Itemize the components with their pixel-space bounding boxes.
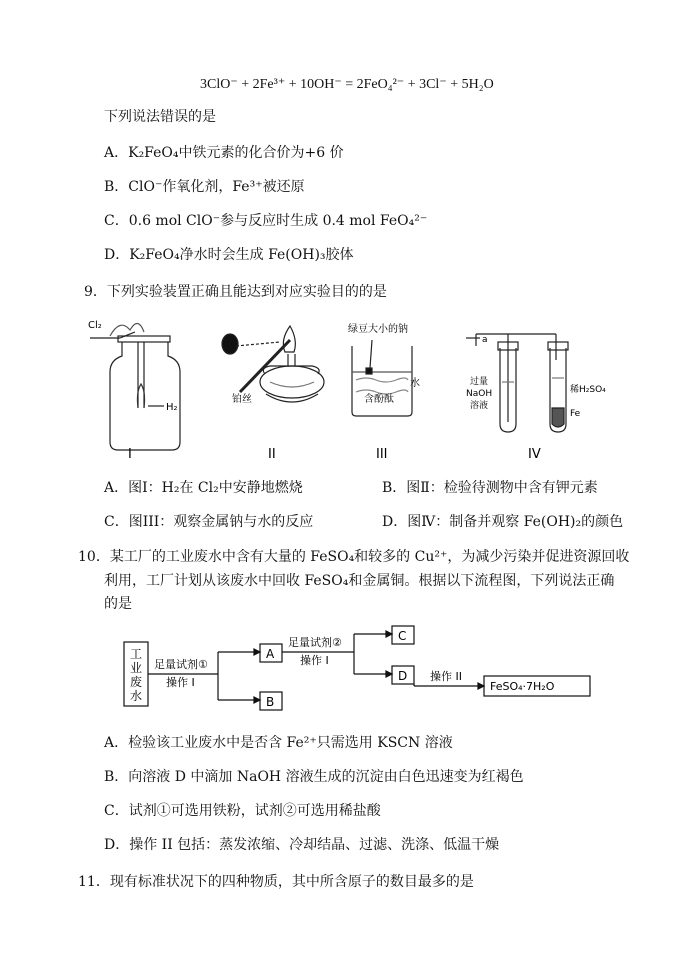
waste-char-2: 业 (130, 661, 143, 675)
q11-stem: 11．现有标准状况下的四种物质，其中所含原子的数目最多的是 (78, 874, 474, 890)
q10-stem-line3: 的是 (104, 596, 132, 612)
q10-option-d: D．操作 II 包括：蒸发浓缩、冷却结晶、过滤、洗涤、低温干燥 (104, 837, 500, 853)
q9-apparatus-figure (80, 312, 640, 462)
reaction-equation: 3ClO⁻ + 2Fe³⁺ + 10OH⁻ = 2FeO₄²⁻ + 3Cl⁻ + 5H₂O (200, 77, 494, 92)
label-h2: H₂ (166, 402, 178, 413)
q8-option-c: C．0.6 mol ClO⁻参与反应时生成 0.4 mol FeO₄²⁻ (104, 213, 428, 229)
q9-option-a: A．图Ⅰ：H₂在 Cl₂中安静地燃烧 (104, 480, 303, 496)
label-naoh-1: 过量 (470, 377, 489, 387)
q8-stem: 下列说法错误的是 (104, 109, 216, 125)
reagent-2-label: 足量试剂② (288, 636, 342, 649)
label-fe: Fe (570, 409, 581, 419)
q10-flowchart (118, 618, 598, 714)
q9-option-d: D．图Ⅳ：制备并观察 Fe(OH)₂的颜色 (382, 514, 624, 530)
waste-char-3: 废 (130, 675, 143, 689)
q8-option-a: A．K₂FeO₄中铁元素的化合价为+6 价 (104, 145, 344, 161)
apparatus-ii (222, 326, 324, 402)
q9-option-b: B．图Ⅱ：检验待测物中含有钾元素 (382, 480, 598, 496)
label-dilute-h2so4: 稀H₂SO₄ (570, 385, 606, 395)
box-b-label: B (266, 695, 275, 709)
label-cl2: Cl₂ (88, 320, 102, 331)
q10-stem-line1: 10．某工厂的工业废水中含有大量的 FeSO₄和较多的 Cu²⁺，为减少污染并促进资源回收 (78, 549, 630, 565)
reagent-1-label: 足量试剂① (154, 658, 208, 671)
operation-1-label: 操作 I (166, 676, 195, 689)
label-phenolphthalein: 含酚酞 (364, 394, 394, 405)
q9-stem: 9．下列实验装置正确且能达到对应实验目的的是 (84, 284, 387, 300)
operation-2-label: 操作 II (430, 670, 462, 683)
box-c-label: C (398, 629, 407, 643)
label-platinum-wire: 铂丝 (232, 394, 252, 405)
operation-1b-label: 操作 I (300, 654, 329, 667)
product-label: FeSO₄·7H₂O (490, 680, 555, 693)
q8-option-d: D．K₂FeO₄净水时会生成 Fe(OH)₃胶体 (104, 247, 354, 263)
waste-char-4: 水 (130, 689, 143, 703)
label-valve-a: a (482, 335, 488, 345)
figure-label-iii: III (376, 447, 388, 462)
figure-label-i: I (128, 447, 132, 462)
q10-stem-line2: 利用，工厂计划从该废水中回收 FeSO₄和金属铜。根据以下流程图，下列说法正确 (104, 573, 615, 589)
q10-option-a: A．检验该工业废水中是否含 Fe²⁺只需选用 KSCN 溶液 (104, 735, 453, 751)
label-naoh-2: NaOH (466, 389, 493, 399)
label-naoh-3: 溶液 (470, 401, 489, 411)
figure-label-ii: II (268, 447, 276, 462)
box-d-label: D (398, 669, 408, 683)
label-water: 水 (410, 378, 420, 389)
box-a-label: A (266, 647, 275, 661)
q10-option-c: C．试剂①可选用铁粉，试剂②可选用稀盐酸 (104, 803, 381, 819)
apparatus-i (90, 323, 180, 450)
q8-option-b: B．ClO⁻作氧化剂，Fe³⁺被还原 (104, 179, 305, 195)
q10-option-b: B．向溶液 D 中滴加 NaOH 溶液生成的沉淀由白色迅速变为红褐色 (104, 769, 524, 785)
waste-char-1: 工 (130, 647, 143, 661)
q9-option-c: C．图III：观察金属钠与水的反应 (104, 514, 314, 530)
label-sodium: 绿豆大小的钠 (348, 324, 408, 335)
figure-label-iv: IV (528, 447, 541, 462)
